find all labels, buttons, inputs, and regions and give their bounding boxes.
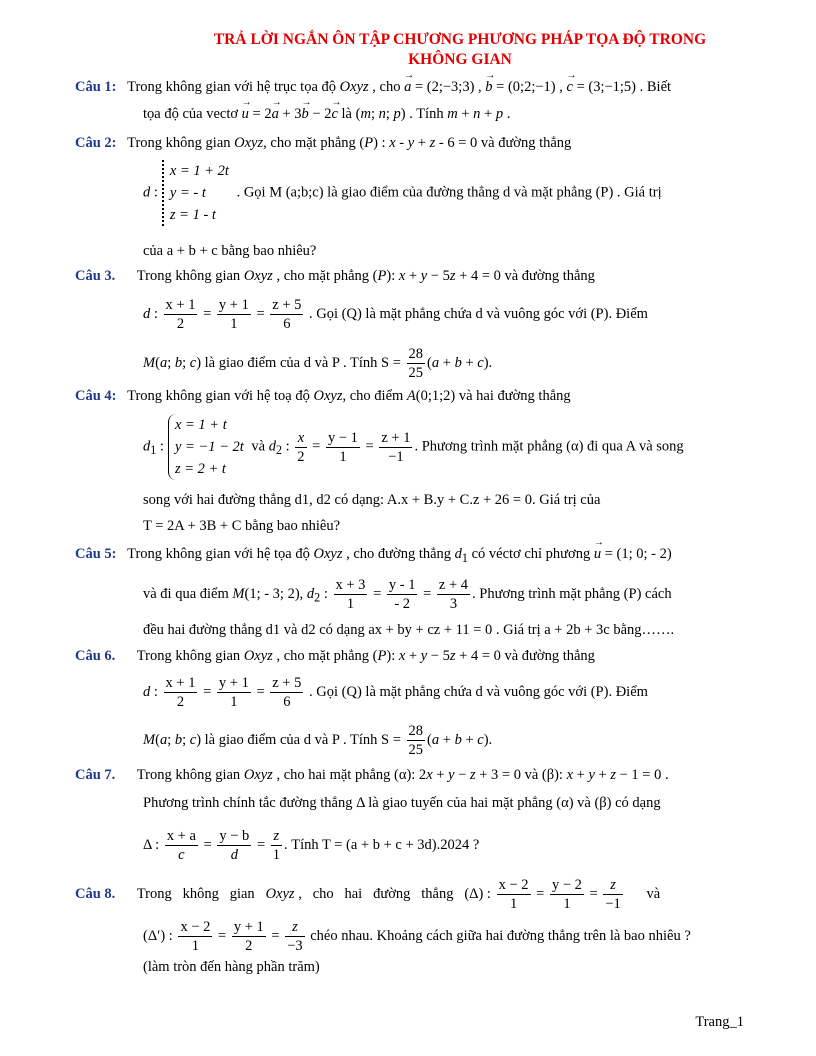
question-text: Trong không gian Oxyz , cho mặt phẳng (P): x + y − 5z + 4 = 0 và đường thẳng — [118, 268, 595, 284]
question-3 — [75, 266, 744, 286]
question-label: Câu 6. — [75, 648, 116, 664]
question-text: Trong không gian Oxyz , cho mặt phẳng (P): x + y − 5z + 4 = 0 và đường thẳng — [118, 648, 595, 664]
question-4-line-4: T = 2A + 3B + C bằng bao nhiêu? — [143, 518, 341, 534]
question-1 — [75, 77, 744, 97]
title-line-1: TRẢ LỜI NGẮN ÔN TẬP CHƯƠNG PHƯƠNG PHÁP TỌA ĐỘ TRONG — [213, 31, 707, 48]
question-4-line-3: song với hai đường thẳng d1, d2 có dạng: A.x + B.y + C.z + 26 = 0. Giá trị của — [143, 492, 601, 508]
question-6-line-2: d : $\frac{x + 1}{2}$ = $\frac{y + 1}{1}$ = $\frac{z + 5}{6}$ . Gọi (Q) là mặt phẳng chứa d và vuông góc với (P). Điểm — [143, 675, 648, 710]
question-label: Câu 3. — [75, 268, 116, 284]
question-label: Câu 8. — [75, 885, 116, 902]
question-5 — [75, 544, 744, 568]
question-5-line-3: đều hai đường thẳng d1 và d2 có dạng ax + by + cz + 11 = 0 . Giá trị a + 2b + 3c bằng……. — [143, 622, 675, 638]
question-text: Trong không gian với hệ trục tọa độ Oxyz , cho → a = (2;−3;3) , → b = (0;2;−1) , → c = (3;−1;5) . Biết — [120, 79, 671, 95]
question-4 — [75, 386, 744, 406]
question-text: Trong không gian với hệ tọa độ Oxyz , cho đường thẳng $d_1$ có véctơ chỉ phương → u = (1; 0; - 2) — [120, 546, 672, 562]
question-6 — [75, 646, 744, 666]
question-label: Câu 7. — [75, 767, 116, 783]
question-2-line-3: của a + b + c bằng bao nhiêu? — [143, 243, 317, 259]
question-2-system-line: d : x = 1 + 2t y = - t z = 1 - t . Gọi M (a;b;c) là giao điểm của đường thẳng d và mặt phẳng (P) . Giá trị — [143, 160, 741, 226]
parametric-system: x = 1 + t y = −1 − 2t z = 2 + t — [168, 414, 244, 480]
question-text: Trong không gian Oxyz , cho hai đường thẳng (Δ) : $\frac{x - 2}{1}$ = $\frac{y - 2}{1}$ = $\frac{z}{-1}$ và — [118, 877, 661, 912]
parametric-system: x = 1 + 2t y = - t z = 1 - t — [162, 160, 229, 226]
question-7 — [75, 765, 744, 785]
question-label: Câu 5: — [75, 546, 117, 562]
question-text: Trong không gian Oxyz, cho mặt phẳng (P) : x - y + z - 6 = 0 và đường thẳng — [120, 135, 572, 151]
question-text: Trong không gian Oxyz , cho hai mặt phẳng (α): 2x + y − z + 3 = 0 và (β): x + y + z − 1 = 0 . — [118, 767, 669, 783]
question-label: Câu 2: — [75, 135, 117, 151]
question-3-line-2: d : $\frac{x + 1}{2}$ = $\frac{y + 1}{1}$ = $\frac{z + 5}{6}$ . Gọi (Q) là mặt phẳng chứa d và vuông góc với (P). Điểm — [143, 297, 648, 332]
question-1-line-2: tọa độ của vectơ → u = 2→ a + 3→ b − 2→ c là (m; n; p) . Tính m + n + p . — [143, 104, 741, 124]
question-5-line-2: và đi qua điểm M(1; - 3; 2), $d_2$ : $\frac{x + 3}{1}$ = $\frac{y - 1}{- 2}$ = $\frac{z + 4}{3}$ . Phương trình mặt phẳng (P) cách — [143, 577, 672, 612]
title-line-2: KHÔNG GIAN — [408, 51, 512, 68]
question-7-line-3: Δ : $\frac{x + a}{c}$ = $\frac{y - b}{d}$ = $\frac{z}{1}$ . Tính T = (a + b + c + 3d).2024 ? — [143, 828, 480, 863]
question-text: Trong không gian với hệ toạ độ Oxyz, cho điểm A(0;1;2) và hai đường thẳng — [120, 388, 571, 404]
question-8-line-3: (làm tròn đến hàng phần trăm) — [143, 959, 320, 975]
question-label: Câu 1: — [75, 79, 117, 95]
question-8-line-2: (Δ′) : $\frac{x - 2}{1}$ = $\frac{y + 1}{2}$ = $\frac{z}{-3}$ chéo nhau. Khoảng cách giữa hai đường thẳng trên là bao nhiêu ? — [143, 919, 691, 954]
question-4-system-line: $d_1$ : x = 1 + t y = −1 − 2t z = 2 + t và $d_2$ : $\frac{x}{2}$ = $\frac{y - 1}{1}$ = $\frac{z + 1}{-1}$ . Phương trình mặt phẳng (α) đi qua A và song — [143, 414, 741, 480]
question-label: Câu 4: — [75, 388, 117, 404]
question-6-line-3: M(a; b; c) là giao điểm của d và P . Tính S = $\frac{28}{25}$ (a + b + c). — [143, 723, 493, 758]
question-2 — [75, 133, 744, 153]
page-number: Trang_1 — [695, 1014, 744, 1030]
question-8 — [75, 876, 744, 913]
question-3-line-3: M(a; b; c) là giao điểm của d và P . Tính S = $\frac{28}{25}$ (a + b + c). — [143, 346, 493, 381]
question-7-line-2: Phương trình chính tắc đường thẳng Δ là giao tuyến của hai mặt phẳng (α) và (β) có dạng — [143, 795, 661, 811]
